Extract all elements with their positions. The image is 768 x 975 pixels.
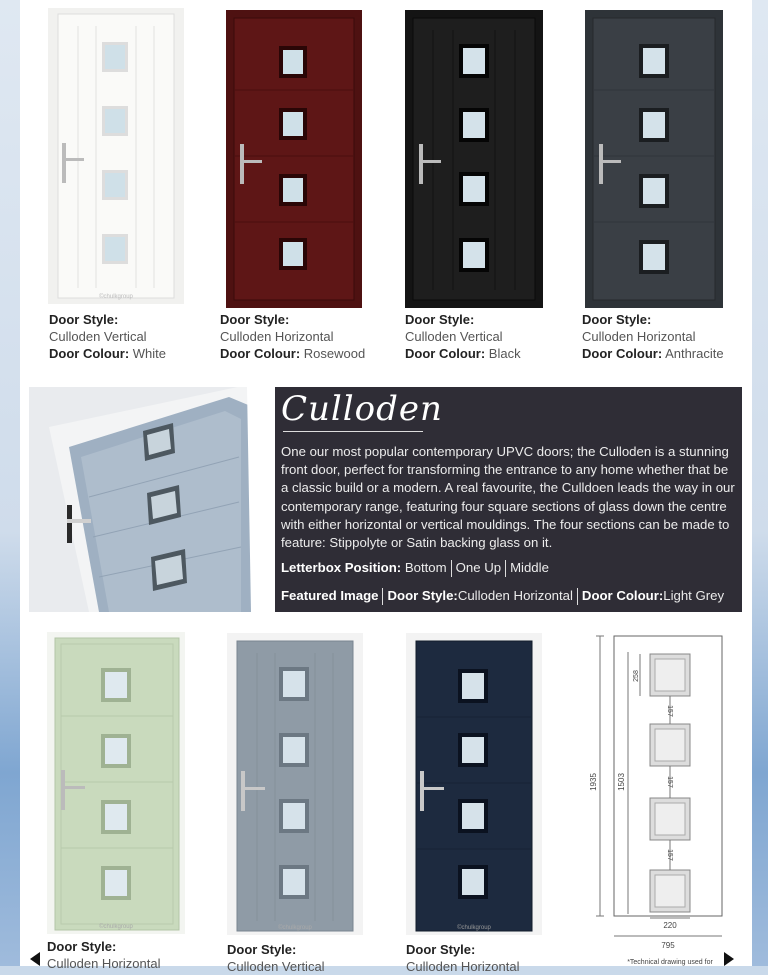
style-value: Culloden Horizontal	[406, 959, 520, 974]
caption-black	[405, 311, 521, 362]
door-image-black	[405, 10, 543, 308]
letterbox-option: Middle	[510, 560, 549, 575]
door-image-green	[47, 632, 185, 934]
style-value: Culloden Vertical	[405, 329, 503, 344]
watermark: ©chulkgroup	[99, 294, 133, 300]
product-title: Culloden	[281, 389, 443, 429]
door-white-svg	[48, 8, 184, 304]
colour-label: Door Colour:	[49, 346, 130, 361]
style-label: Door Style:	[49, 312, 119, 327]
dim-gap-3: 157	[666, 849, 673, 861]
style-label: Door Style:	[406, 942, 476, 957]
featured-colour-value: Light Grey	[663, 588, 725, 603]
style-label: Door Style:	[405, 312, 475, 327]
style-value: Culloden Vertical	[49, 329, 147, 344]
letterbox-option: Bottom	[404, 560, 447, 575]
door-image-navy	[406, 633, 542, 935]
featured-style-label: Door Style:	[387, 588, 458, 603]
style-label: Door Style:	[220, 312, 290, 327]
letterbox-option: One Up	[455, 560, 502, 575]
dim-panel-width: 220	[663, 921, 677, 930]
dim-total-width: 795	[661, 941, 675, 950]
caption-bottom-3	[406, 941, 519, 975]
featured-style-value: Culloden Horizontal	[457, 588, 573, 603]
dim-top-offset: 258	[633, 670, 640, 682]
door-rosewood-svg	[226, 10, 362, 308]
caption-anthracite	[582, 311, 724, 362]
colour-value: Black	[488, 346, 521, 361]
colour-label: Door Colour:	[220, 346, 301, 361]
caption-rosewood	[220, 311, 365, 362]
dim-total-height: 1935	[589, 773, 598, 791]
featured-colour-label: Door Colour:	[581, 588, 664, 603]
divider	[505, 560, 506, 577]
caption-white	[49, 311, 166, 362]
product-description: One our most popular contemporary UPVC doors; the Culloden is a stunning front door, perfect for transforming the entrance to any home whether that be a classic build or a modern. A real favourite, the Culldoen leads the way in our contemporary range, featuring four square sections of glass down the centre with either horizontal or vertical mouldings. The four sections can be made to feature: Stippolyte or Satin backing glass on it.	[281, 444, 735, 551]
letterbox-label: Letterbox Position:	[281, 560, 402, 575]
door-navy-svg	[406, 633, 542, 935]
featured-row	[281, 588, 724, 605]
previous-page-arrow-icon[interactable]	[30, 952, 40, 966]
technical-drawing	[578, 634, 728, 966]
dim-gap-2: 157	[666, 776, 673, 788]
door-black-svg	[405, 10, 543, 308]
culloden-info-panel	[275, 387, 742, 612]
style-label: Door Style:	[227, 942, 297, 957]
featured-door-photo	[29, 387, 265, 612]
door-grey-svg	[227, 633, 363, 935]
dim-gap-1: 157	[666, 705, 673, 717]
door-image-grey	[227, 633, 363, 935]
technical-drawing-svg	[578, 634, 728, 966]
style-label: Door Style:	[47, 939, 117, 954]
colour-value: Rosewood	[303, 346, 366, 361]
watermark: ©chulkgroup	[99, 924, 133, 930]
tech-note: *Technical drawing used for	[627, 959, 713, 966]
next-page-arrow-icon[interactable]	[724, 952, 734, 966]
dim-glass-height: 1503	[617, 773, 626, 791]
caption-bottom-2	[227, 941, 325, 975]
style-value: Culloden Horizontal	[220, 329, 334, 344]
colour-label: Door Colour:	[405, 346, 486, 361]
door-image-rosewood	[226, 10, 362, 308]
style-value: Culloden Vertical	[227, 959, 325, 974]
style-value: Culloden Horizontal	[582, 329, 696, 344]
door-anthracite-svg	[585, 10, 723, 308]
colour-value: White	[132, 346, 167, 361]
watermark: ©chulkgroup	[278, 925, 312, 931]
letterbox-row	[281, 560, 549, 577]
colour-value: Anthracite	[665, 346, 724, 361]
colour-label: Door Colour:	[582, 346, 663, 361]
door-image-white	[48, 8, 184, 304]
divider	[577, 588, 578, 605]
title-underline	[283, 431, 423, 432]
style-value: Culloden Horizontal	[47, 956, 161, 971]
featured-label: Featured Image	[281, 588, 379, 603]
divider	[451, 560, 452, 577]
featured-door-svg	[29, 387, 265, 612]
style-label: Door Style:	[582, 312, 652, 327]
door-image-anthracite	[585, 10, 723, 308]
caption-bottom-1	[47, 938, 160, 972]
divider	[382, 588, 383, 605]
watermark: ©chulkgroup	[457, 925, 491, 931]
door-green-svg	[47, 632, 185, 934]
